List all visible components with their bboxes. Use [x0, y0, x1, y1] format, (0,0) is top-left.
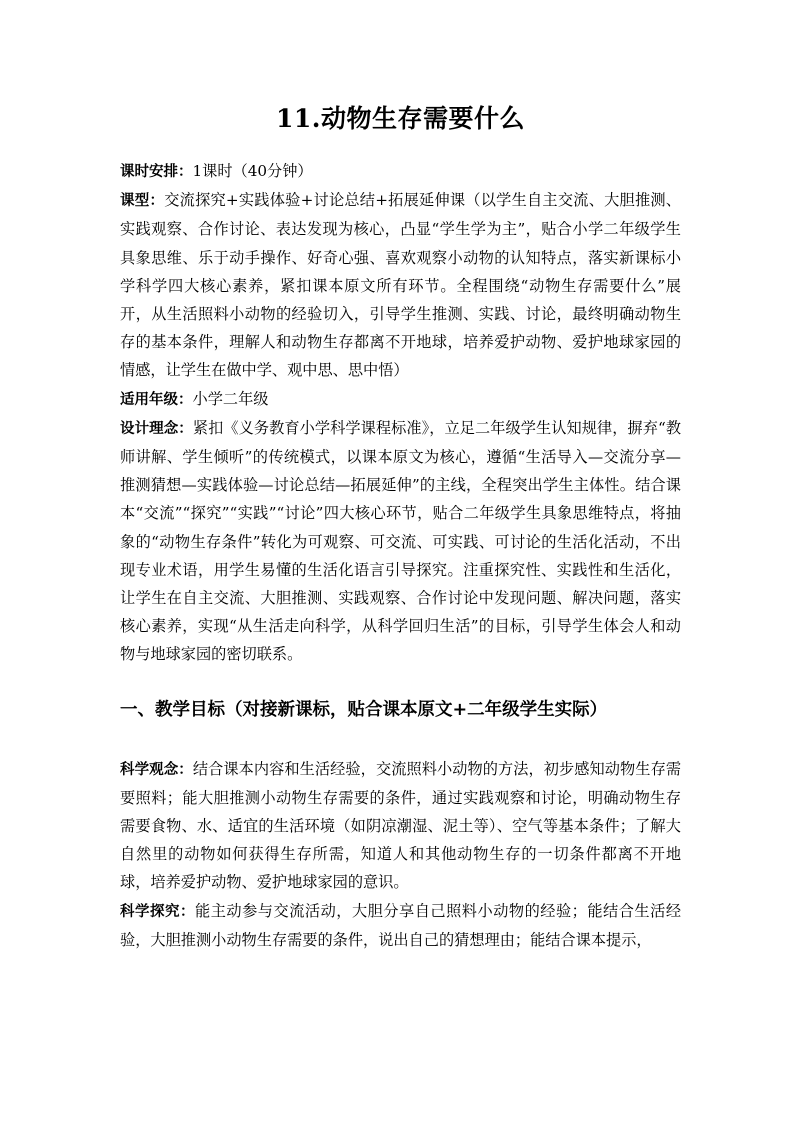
goal-text-science-inquiry: 能主动参与交流活动，大胆分享自己照料小动物的经验；能结合生活经验，大胆推测小动物生存需要的条件，说出自己的猜想理由；能结合课本提示， — [120, 901, 682, 949]
section-heading-teaching-goals: 一、教学目标（对接新课标，贴合课本原文+二年级学生实际） — [120, 699, 608, 720]
meta-label-schedule: 课时安排： — [120, 164, 193, 180]
meta-label-lesson-type: 课型： — [120, 193, 165, 210]
meta-design-concept — [120, 414, 681, 669]
meta-text-design-concept: 紧扣《义务教育小学科学课程标准》，立足二年级学生认知规律，摒弃“教师讲解、学生倾听”的传统模式，以课本原文为核心，遵循“生活导入—交流分享—推测猜想—实践体验—讨论总结—拓展延伸”的主线，全程突出学生主体性。结合课本“交流”“探究”“实践”“讨论”四大核心环节，贴合二年级学生具象思维特点，将抽象的“动物生存条件”转化为可观察、可交流、可实践、可讨论的生活化活动，不出现专业术语，用学生易懂的生活化语言引导探究。注重探究性、实践性和生活化，让学生在自主交流、大胆推测、实践观察、合作讨论中发现问题、解决问题，落实核心素养，实现“从生活走向科学，从科学回归生活”的目标，引导学生体会人和动物与地球家园的密切联系。 — [120, 418, 682, 664]
goal-science-concept — [120, 755, 681, 897]
meta-schedule — [120, 157, 681, 186]
meta-text-schedule: 1课时（40分钟） — [192, 162, 313, 180]
meta-grade — [120, 385, 681, 414]
goal-label-science-concept: 科学观念： — [120, 761, 193, 778]
document-title: 11.动物生存需要什么 — [276, 104, 525, 133]
goal-science-inquiry — [120, 897, 681, 954]
meta-lesson-type — [120, 186, 681, 384]
meta-label-design-concept: 设计理念： — [120, 420, 193, 437]
meta-label-grade: 适用年级： — [120, 391, 193, 408]
meta-text-grade: 小学二年级 — [192, 389, 269, 408]
goal-label-science-inquiry: 科学探究： — [120, 903, 196, 920]
meta-text-lesson-type: 交流探究+实践体验+讨论总结+拓展延伸课（以学生自主交流、大胆推测、实践观察、合作讨论、表达发现为核心，凸显“学生学为主”，贴合小学二年级学生具象思维、乐于动手操作、好奇心强、喜欢观察小动物的认知特点，落实新课标小学科学四大核心素养，紧扣课本原文所有环节。全程围绕“动物生存需要什么”展开，从生活照料小动物的经验切入，引导学生推测、实践、讨论，最终明确动物生存的基本条件，理解人和动物生存都离不开地球，培养爱护动物、爱护地球家园的情感，让学生在做中学、观中思、思中悟） — [120, 191, 681, 380]
goal-text-science-concept: 结合课本内容和生活经验，交流照料小动物的方法，初步感知动物生存需要照料；能大胆推测小动物生存需要的条件，通过实践观察和讨论，明确动物生存需要食物、水、适宜的生活环境（如阴凉潮湿、泥土等）、空气等基本条件；了解大自然里的动物如何获得生存所需，知道人和其他动物生存的一切条件都离不开地球，培养爱护动物、爱护地球家园的意识。 — [120, 759, 682, 892]
